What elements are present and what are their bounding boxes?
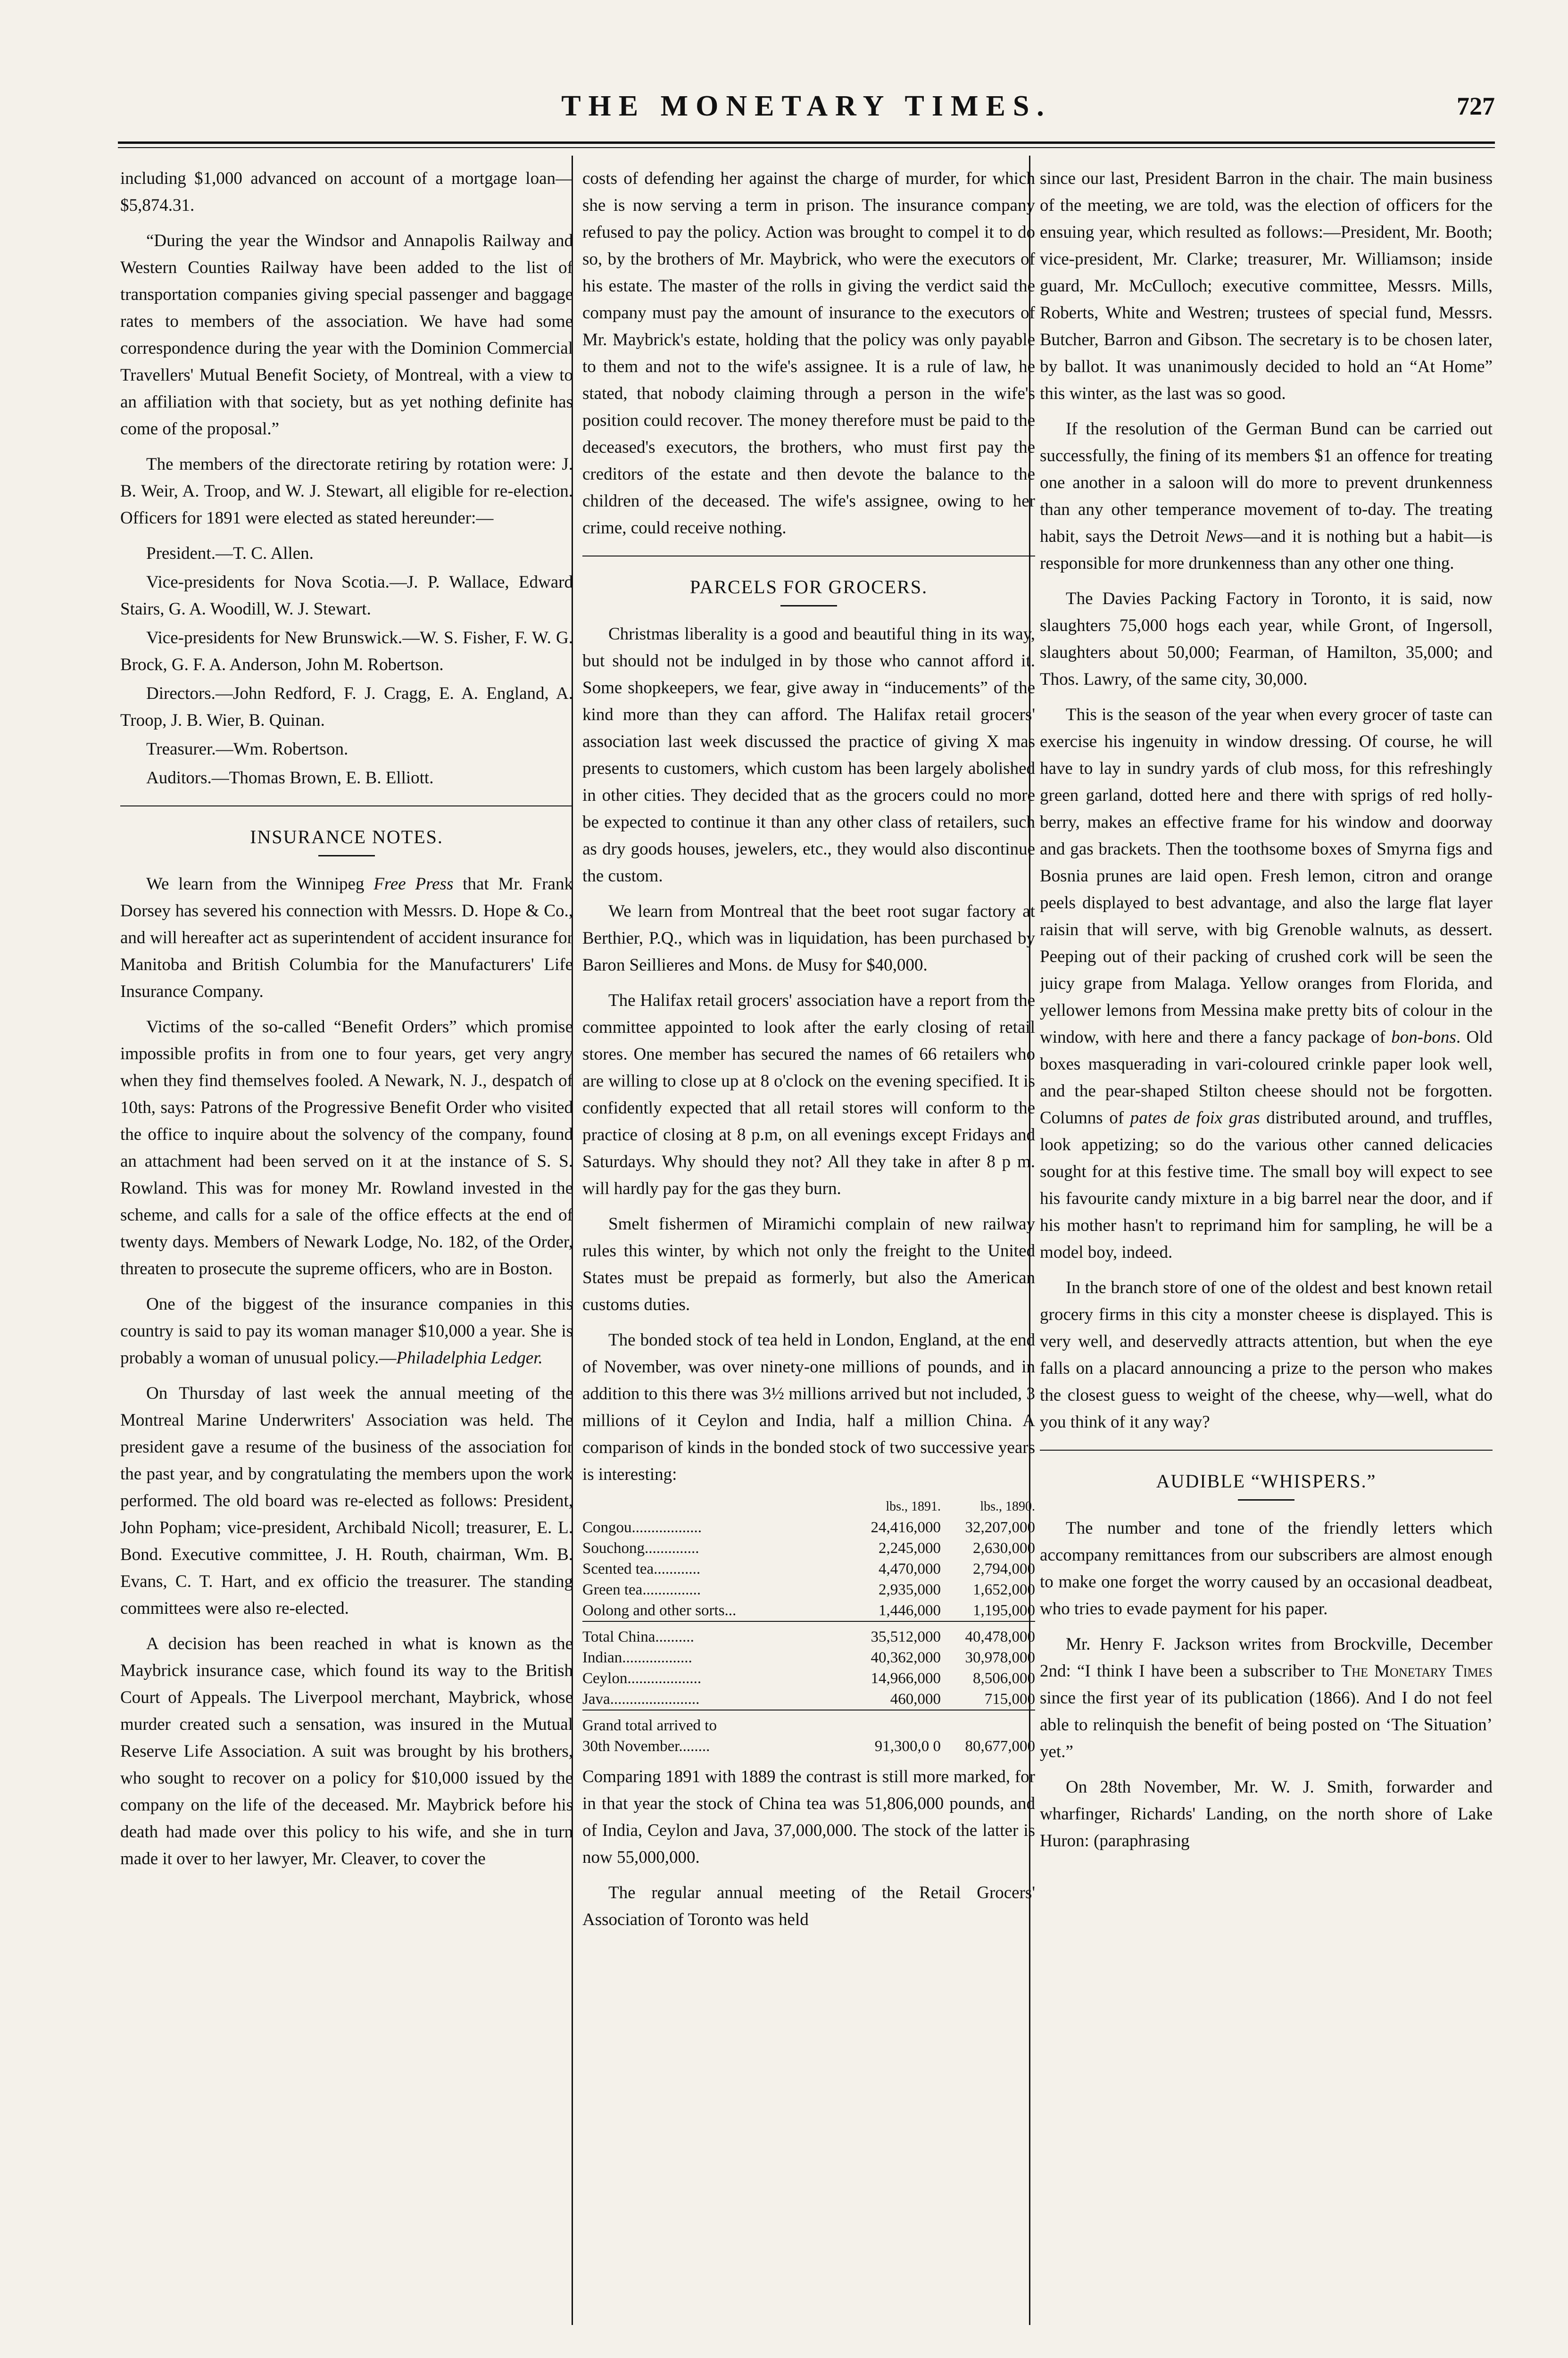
table-row: Souchong.............. 2,245,000 2,630,000 [582,1540,1035,1557]
officer-line: Directors.—John Redford, F. J. Cragg, E. A. England, A. Troop, J. B. Wier, B. Quinan. [120,684,573,730]
page-header [118,90,1495,132]
heading-rule [780,605,837,606]
table-row: Green tea............... 2,935,000 1,652,000 [582,1581,1035,1598]
paragraph: On 28th November, Mr. W. J. Smith, forwarder and wharfinger, Richards' Landing, on the north shore of Lake Huron: (paraphrasing [1040,1777,1493,1851]
paragraph: Mr. Henry F. Jackson writes from Brockville, December 2nd: “I think I have been a subscriber to The Monetary Times since the first year of its publication (1866). And I do not feel able to relinquish the benefit of being posted on ‘The Situation’ yet.” [1040,1635,1493,1761]
paragraph: costs of defending her against the charge of murder, for which she is now serving a term in prison. The insurance company refused to pay the policy. Action was brought to compel it to do so, by the brothers of Mr. Maybrick, who were the executors of his estate. The master of the rolls in giving the verdict said the company must pay the amount of insurance to the executors of Mr. Maybrick's estate, holding that the policy was only payable to them and not to the wife's assignee. It is a rule of law, he stated, that nobody claiming through a person in the wife's position could recover. The money therefore must be paid to the deceased's executors, the brothers, who must first pay the creditors of the estate and then devote the balance to the children of the deceased. The wife's assignee, owing to her crime, could receive nothing. [582,169,1035,538]
section-heading-audible-whispers: AUDIBLE “WHISPERS.” [1156,1470,1377,1492]
heading-rule [318,855,375,856]
officer-line: Vice-presidents for Nova Scotia.—J. P. Wallace, Edward Stairs, G. A. Woodill, W. J. Stewart. [120,573,573,619]
paragraph: Victims of the so-called “Benefit Orders” which promise impossible profits in from one to four years, get very angry when they find themselves fooled. A Newark, N. J., despatch of 10th, says: Patrons of the Progressive Benefit Order who visited the office to inquire about the solvency of the company, found an attachment had been served on it at the instance of S. S. Rowland. This was for money Mr. Rowland invested in the scheme, and calls for a sale of the office effects at the end of twenty days. Members of Newark Lodge, No. 182, of the Order, threaten to prosecute the supreme officers, who are in Boston. [120,1017,573,1279]
officer-line: President.—T. C. Allen. [146,544,314,563]
table-row: Ceylon................... 14,966,000 8,506,000 [582,1670,1035,1687]
officer-line: Auditors.—Thomas Brown, E. B. Elliott. [146,768,434,788]
officer-line: Vice-presidents for New Brunswick.—W. S. Fisher, F. W. G. Brock, G. F. A. Anderson, John M. Robertson. [120,628,573,674]
header-rule-thin [118,147,1495,148]
heading-rule [1238,1499,1294,1501]
paragraph: “During the year the Windsor and Annapolis Railway and Western Counties Railway have been added to the list of transportation companies giving special passenger and baggage rates to members of the association. We have had some correspondence during the year with the Dominion Commercial Travellers' Mutual Benefit Society, of Montreal, with a view to an affiliation with that society, but as yet nothing definite has come of the proposal.” [120,231,573,439]
paragraph: The bonded stock of tea held in London, England, at the end of November, was over ninety-one millions of pounds, and in addition to this there was 3½ millions arrived but not included, 3 millions of it Ceylon and India, half a million China. A comparison of kinds in the bonded stock of two successive years is interesting: [582,1330,1035,1484]
paragraph: The members of the directorate retiring by rotation were: J. B. Weir, A. Troop, and W. J. Stewart, all eligible for re-election. Officers for 1891 were elected as stated hereunder:— [120,455,573,528]
column-header: lbs., 1890. [980,1499,1035,1514]
column-2 [582,165,1035,2316]
paragraph: On Thursday of last week the annual meeting of the Montreal Marine Underwriters' Association was held. The president gave a resume of the business of the association for the past year, and by congratulating the members upon the work performed. The old board was re-elected as follows: President, John Popham; vice-president, Archibald Nicoll; treasurer, E. L. Bond. Executive committee, J. H. Routh, chairman, Wm. B. Evans, C. T. Hart, and ex officio the treasurer. The standing committees were also re-elected. [120,1384,573,1618]
table-row: Oolong and other sorts... 1,446,000 1,195,000 [582,1602,1035,1619]
paragraph: This is the season of the year when every grocer of taste can exercise his ingenuity in window dressing. Of course, he will have to lay in sundry yards of club moss, for this refreshingly green garland, dotted here and there with sprigs of red holly-berry, makes an effective frame for his window and doorway and gas brackets. Then the toothsome boxes of Smyrna figs and Bosnia prunes are laid open. Fresh lemon, citron and orange peels displayed to best advantage, and also the large flat layer raisin that will serve, with big Grenoble walnuts, as dessert. Peeping out of their packing of crushed cork will be seen the juicy grape from Malaga. Yellow oranges from Florida, and yellower lemons from Messina make pretty bits of colour in the window, with here and there a fancy package of bon-bons. Old boxes masquerading in vari-coloured crinkle paper look well, and the pear-shaped Stilton cheese should not be forgotten. Columns of pates de foix gras distributed around, and truffles, look appetizing; so do the various other canned delicacies sought for at this festive time. The small boy will expect to see his favourite candy mixture in a big barrel near the door, and if his mother hasn't to reprimand him for sampling, he will be a model boy, indeed. [1040,705,1493,1262]
paragraph: Smelt fishermen of Miramichi complain of new railway rules this winter, by which not only the freight to the United States must be prepaid as formerly, but also the American customs duties. [582,1214,1035,1314]
paragraph: including $1,000 advanced on account of a mortgage loan—$5,874.31. [120,169,573,215]
paragraph: We learn from the Winnipeg Free Press that Mr. Frank Dorsey has severed his connection with Messrs. D. Hope & Co., and will hereafter act as superintendent of accident insurance for Manitoba and British Columbia for the Manufacturers' Life Insurance Company. [120,874,573,1001]
masthead-title: THE MONETARY TIMES. [561,90,1052,122]
table-row: Indian.................. 40,362,000 30,978,000 [582,1649,1035,1666]
paragraph: The Halifax retail grocers' association have a report from the committee appointed to look after the early closing of retail stores. One member has secured the names of 66 retailers who are willing to close up at 8 o'clock on the evening specified. It is confidently expected that all retail stores will conform to the practice of closing at 8 p.m, on all evenings except Fridays and Saturdays. Why should they not? All they take in after 8 p m. will hardly pay for the gas they burn. [582,991,1035,1198]
section-rule [1040,1450,1493,1451]
page-number: 727 [1457,92,1495,120]
paragraph: The regular annual meeting of the Retail Grocers' Association of Toronto was held [582,1883,1035,1929]
table-separator [582,1621,1035,1627]
paragraph: A decision has been reached in what is known as the Maybrick insurance case, which found its way to the British Court of Appeals. The Liverpool merchant, Maybrick, whose murder created such a sensation, was insured in the Mutual Reserve Life Association. A suit was brought by his brothers, who sought to recover on a policy for $10,000 issued by the company on the life of the deceased. Mr. Maybrick before his death had made over this policy to his wife, and she in turn made it over to her lawyer, Mr. Cleaver, to cover the [120,1634,573,1868]
table-row-grand-total: 30th November........ 91,300,0 0 80,677,000 [582,1738,1035,1755]
table-separator [582,1710,1035,1715]
paragraph: The number and tone of the friendly letters which accompany remittances from our subscribers are almost enough to make one forget the worry caused by an occasional deadbeat, who tries to evade payment for his paper. [1040,1519,1493,1619]
table-row: Total China.......... 35,512,000 40,478,000 [582,1628,1035,1645]
tea-stock-table [582,1496,1035,1757]
table-row: Java....................... 460,000 715,000 [582,1691,1035,1708]
column-1 [120,165,573,2316]
paragraph: The Davies Packing Factory in Toronto, it is said, now slaughters 75,000 hogs each year, while Gront, of Ingersoll, slaughters about 50,000; Fearman, of Hamilton, 35,000; and Thos. Lawry, of the same city, 30,000. [1040,589,1493,689]
table-row: Scented tea............ 4,470,000 2,794,000 [582,1561,1035,1578]
table-header-row [582,1496,1035,1517]
section-rule [120,805,573,806]
table-row: Grand total arrived to [582,1717,717,1734]
section-heading-insurance-notes: INSURANCE NOTES. [250,826,443,847]
paragraph: We learn from Montreal that the beet root sugar factory at Berthier, P.Q., which was in liquidation, has been purchased by Baron Seillieres and Mons. de Musy for $40,000. [582,902,1035,975]
column-header: lbs., 1891. [886,1499,941,1514]
paragraph: In the branch store of one of the oldest and best known retail grocery firms in this city a monster cheese is displayed. This is very well, and deservedly attracts attention, but when the eye falls on a placard announcing a prize to the person who makes the closest guess to weight of the cheese, why—well, what do you think of it any way? [1040,1278,1493,1432]
officer-line: Treasurer.—Wm. Robertson. [146,739,348,759]
paragraph: Comparing 1891 with 1889 the contrast is still more marked, for in that year the stock of China tea was 51,806,000 pounds, and of India, Ceylon and Java, 37,000,000. The stock of the latter is now 55,000,000. [582,1767,1035,1867]
paragraph: since our last, President Barron in the chair. The main business of the meeting, we are told, was the election of officers for the ensuing year, which resulted as follows:—President, Mr. Booth; vice-president, Mr. Clarke; treasurer, Mr. Williamson; inside guard, Mr. McCulloch; executive committee, Messrs. Mills, Roberts, White and Westren; trustees of special fund, Messrs. Butcher, Barron and Gibson. The secretary is to be chosen later, by ballot. It was unanimously decided to hold an “At Home” this winter, as the last was so good. [1040,169,1493,403]
paragraph: Christmas liberality is a good and beautiful thing in its way, but should not be indulged in by those who cannot afford it. Some shopkeepers, we fear, give away in “inducements” of the kind more than they can afford. The Halifax retail grocers' association last week discussed the practice of giving X mas presents to customers, which custom has been largely abolished in other cities. They decided that as the grocers could no more be expected to continue it than any other class of retailers, such as dry goods houses, jewelers, etc., they would also discontinue the custom. [582,624,1035,886]
section-heading-parcels-for-grocers: PARCELS FOR GROCERS. [689,576,928,598]
paragraph: If the resolution of the German Bund can be carried out successfully, the fining of its members $1 an offence for treating one another in a saloon will do more to prevent drunkenness than any other temperance movement of to-day. The treating habit, says the Detroit News—and it is nothing but a habit—is responsible for more drunkenness than any other one thing. [1040,419,1493,573]
column-3 [1040,165,1493,2316]
header-rule [118,141,1495,144]
table-row: Congou.................. 24,416,000 32,207,000 [582,1519,1035,1536]
paragraph: One of the biggest of the insurance companies in this country is said to pay its woman manager $10,000 a year. She is probably a woman of unusual policy.—Philadelphia Ledger. [120,1295,573,1368]
